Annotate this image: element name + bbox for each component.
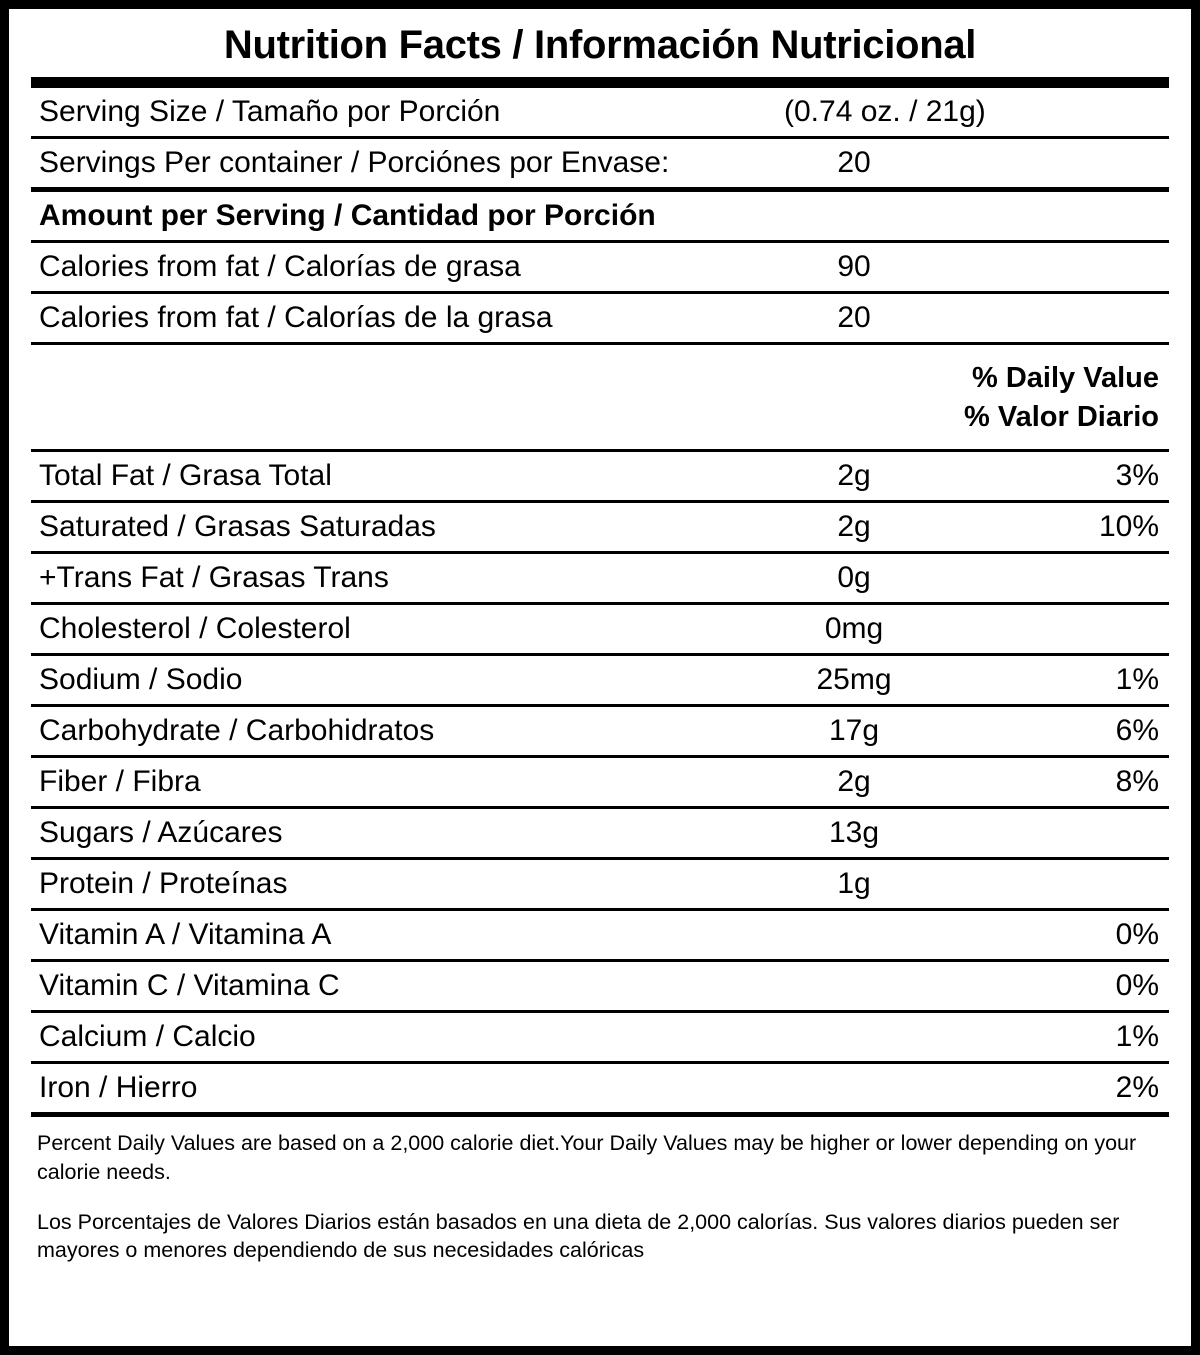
amount-per-serving-row — [31, 192, 1169, 240]
page-title: Nutrition Facts / Información Nutricional — [223, 23, 977, 67]
nutrient-amount: 13g — [828, 816, 880, 850]
nutrient-daily-value: 1% — [1115, 663, 1159, 697]
nutrient-amount: 1g — [837, 867, 871, 901]
nutrient-name: Cholesterol / Colesterol — [39, 612, 351, 646]
table-row — [31, 1064, 1169, 1112]
table-row — [31, 656, 1169, 704]
daily-value-header-es: % Valor Diario — [963, 401, 1159, 434]
nutrient-name: Sodium / Sodio — [39, 663, 243, 697]
nutrient-name: Carbohydrate / Carbohidratos — [39, 714, 435, 748]
nutrient-name: Protein / Proteínas — [39, 867, 288, 901]
nutrient-rows — [31, 452, 1169, 1112]
table-row — [31, 809, 1169, 857]
table-row — [31, 503, 1169, 551]
nutrient-daily-value: 6% — [1115, 714, 1159, 748]
nutrient-name: Fiber / Fibra — [39, 765, 201, 799]
table-row — [31, 605, 1169, 653]
calories-from-fat-label: Calories from fat / Calorías de la grasa — [39, 301, 553, 334]
calories-value: 90 — [837, 250, 871, 283]
amount-per-serving-label: Amount per Serving / Cantidad por Porción — [39, 199, 656, 232]
serving-size-value: (0.74 oz. / 21g) — [784, 95, 986, 128]
serving-size-row — [31, 88, 1169, 136]
calories-row — [31, 243, 1169, 291]
table-row — [31, 452, 1169, 500]
nutrient-name: Vitamin A / Vitamina A — [39, 918, 332, 952]
servings-per-container-row — [31, 139, 1169, 187]
table-row — [31, 860, 1169, 908]
nutrient-name: Sugars / Azúcares — [39, 816, 283, 850]
nutrient-amount: 17g — [828, 714, 880, 748]
nutrient-daily-value: 0% — [1115, 918, 1159, 952]
calories-from-fat-row — [31, 294, 1169, 342]
servings-per-container-value: 20 — [837, 146, 871, 179]
nutrient-name: Total Fat / Grasa Total — [39, 459, 332, 493]
table-row — [31, 911, 1169, 959]
nutrient-amount: 0mg — [824, 612, 884, 646]
table-row — [31, 962, 1169, 1010]
nutrient-name: Calcium / Calcio — [39, 1020, 256, 1054]
nutrient-daily-value: 2% — [1115, 1071, 1159, 1105]
nutrient-daily-value: 0% — [1115, 969, 1159, 1003]
table-row — [31, 758, 1169, 806]
footnote-spanish: Los Porcentajes de Valores Diarios están basados en una dieta de 2,000 calorías. Sus valores diarios pueden ser mayores o menores dependiendo de sus necesidades calóricas — [37, 1210, 1120, 1263]
nutrient-daily-value: 8% — [1115, 765, 1159, 799]
nutrient-name: Iron / Hierro — [39, 1071, 198, 1105]
table-row — [31, 707, 1169, 755]
nutrient-amount: 0g — [837, 561, 871, 595]
servings-per-container-label: Servings Per container / Porciónes por Envase: — [39, 146, 670, 179]
serving-size-label: Serving Size / Tamaño por Porción — [39, 95, 501, 128]
calories-from-fat-value: 20 — [837, 301, 871, 334]
nutrient-name: Vitamin C / Vitamina C — [39, 969, 340, 1003]
footnote-english: Percent Daily Values are based on a 2,000 calorie diet.Your Daily Values may be higher or lower depending on your calorie needs. — [37, 1131, 1137, 1184]
nutrient-name: Saturated / Grasas Saturadas — [39, 510, 436, 544]
nutrient-name: +Trans Fat / Grasas Trans — [39, 561, 389, 595]
nutrient-amount: 2g — [837, 765, 871, 799]
nutrient-amount: 25mg — [816, 663, 892, 697]
nutrient-amount: 2g — [837, 510, 871, 544]
calories-label: Calories from fat / Calorías de grasa — [39, 250, 521, 283]
table-row — [31, 1013, 1169, 1061]
daily-value-header-block — [31, 345, 1169, 449]
nutrient-daily-value: 3% — [1115, 459, 1159, 493]
daily-value-header-en: % Daily Value — [972, 362, 1159, 394]
nutrient-daily-value: 10% — [1098, 510, 1159, 544]
table-row — [31, 554, 1169, 602]
divider-thick — [31, 77, 1169, 88]
nutrient-daily-value: 1% — [1115, 1020, 1159, 1054]
nutrient-amount: 2g — [837, 459, 871, 493]
